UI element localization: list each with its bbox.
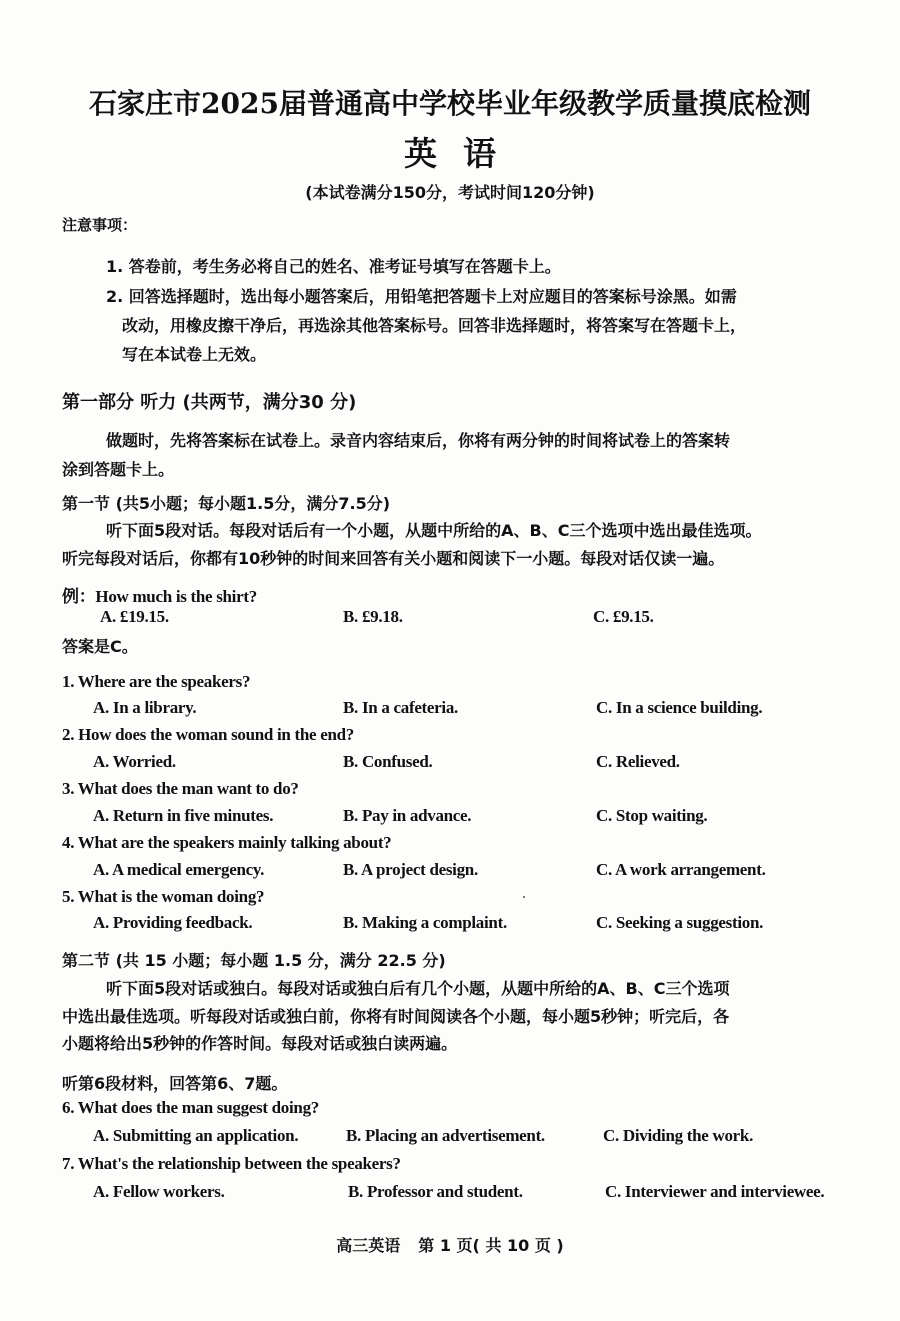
question-1-option-b: B. In a cafeteria. — [343, 698, 458, 717]
section1-instruction-1: 听下面5段对话。每段对话后有一个小题，从题中所给的A、B、C三个选项中选出最佳选项。 — [106, 521, 762, 540]
notice-item-2-end: 写在本试卷上无效。 — [122, 345, 267, 364]
question-7-option-a: A. Fellow workers. — [93, 1182, 225, 1201]
example-answer: 答案是C。 — [62, 637, 138, 656]
question-2-option-c: C. Relieved. — [596, 752, 680, 771]
section2-instruction-3: 小题将给出5秒钟的作答时间。每段对话或独白读两遍。 — [62, 1034, 458, 1053]
exam-title: 石家庄市2025届普通高中学校毕业年级教学质量摸底检测 — [89, 87, 811, 120]
material-note: 听第6段材料，回答第6、7题。 — [62, 1074, 288, 1093]
question-4-option-c: C. A work arrangement. — [596, 860, 766, 879]
section1-instruction-2: 听完每段对话后，你都有10秒钟的时间来回答有关小题和阅读下一小题。每段对话仅读一遍。 — [62, 549, 725, 568]
part1-instruction-1: 做题时，先将答案标在试卷上。录音内容结束后，你将有两分钟的时间将试卷上的答案转 — [106, 431, 731, 450]
scan-speck — [523, 896, 525, 898]
question-5-option-b: B. Making a complaint. — [343, 913, 507, 932]
question-2-option-a: A. Worried. — [93, 752, 176, 771]
question-3: 3. What does the man want to do? — [62, 779, 299, 798]
question-3-option-c: C. Stop waiting. — [596, 806, 708, 825]
question-3-option-b: B. Pay in advance. — [343, 806, 472, 825]
question-3-option-a: A. Return in five minutes. — [93, 806, 274, 825]
section1-title: 第一节 (共5小题；每小题1.5分，满分7.5分) — [62, 494, 391, 513]
question-7: 7. What's the relationship between the speakers? — [62, 1154, 401, 1173]
question-6-option-a: A. Submitting an application. — [93, 1126, 299, 1145]
footer-subject: 高三英语 — [336, 1236, 401, 1255]
question-2: 2. How does the woman sound in the end? — [62, 725, 354, 744]
question-1-option-a: A. In a library. — [93, 698, 197, 717]
question-6-option-b: B. Placing an advertisement. — [346, 1126, 545, 1145]
notice-title: 注意事项： — [62, 216, 138, 234]
question-4-option-b: B. A project design. — [343, 860, 478, 879]
question-7-option-b: B. Professor and student. — [348, 1182, 523, 1201]
notice-item-2-cont: 改动，用橡皮擦干净后，再选涂其他答案标号。回答非选择题时，将答案写在答题卡上， — [122, 316, 747, 335]
question-6: 6. What does the man suggest doing? — [62, 1098, 319, 1117]
footer-page-number: 第 1 页( 共 10 页 ) — [418, 1236, 564, 1255]
example-question: 例：How much is the shirt? — [62, 587, 257, 606]
question-4-option-a: A. A medical emergency. — [93, 860, 265, 879]
part1-instruction-2: 涂到答题卡上。 — [62, 460, 175, 479]
section2-instruction-1: 听下面5段对话或独白。每段对话或独白后有几个小题，从题中所给的A、B、C三个选项 — [106, 979, 730, 998]
question-5: 5. What is the woman doing? — [62, 887, 265, 906]
question-5-option-c: C. Seeking a suggestion. — [596, 913, 764, 932]
page-footer — [0, 1233, 900, 1256]
question-6-option-c: C. Dividing the work. — [603, 1126, 754, 1145]
question-4: 4. What are the speakers mainly talking about? — [62, 833, 392, 852]
notice-item-1: 1. 答卷前，考生务必将自己的姓名、准考证号填写在答题卡上。 — [106, 257, 561, 276]
question-1-option-c: C. In a science building. — [596, 698, 763, 717]
example-option-b: B. £9.18. — [343, 607, 403, 626]
part1-title: 第一部分 听力 (共两节，满分30 分) — [62, 392, 357, 413]
example-option-a: A. £19.15. — [100, 607, 169, 626]
section2-title: 第二节 (共 15 小题；每小题 1.5 分，满分 22.5 分) — [62, 951, 446, 970]
section2-instruction-2: 中选出最佳选项。听每段对话或独白前，你将有时间阅读各个小题，每小题5秒钟；听完后，各 — [62, 1007, 730, 1026]
example-option-c: C. £9.15. — [593, 607, 654, 626]
question-2-option-b: B. Confused. — [343, 752, 433, 771]
subject-title: 英语 — [404, 134, 522, 173]
notice-item-2: 2. 回答选择题时，选出每小题答案后，用铅笔把答题卡上对应题目的答案标号涂黑。如需 — [106, 287, 737, 306]
question-5-option-a: A. Providing feedback. — [93, 913, 253, 932]
question-1: 1. Where are the speakers? — [62, 672, 251, 691]
question-7-option-c: C. Interviewer and interviewee. — [605, 1182, 825, 1201]
score-note: (本试卷满分150分，考试时间120分钟) — [305, 183, 595, 202]
